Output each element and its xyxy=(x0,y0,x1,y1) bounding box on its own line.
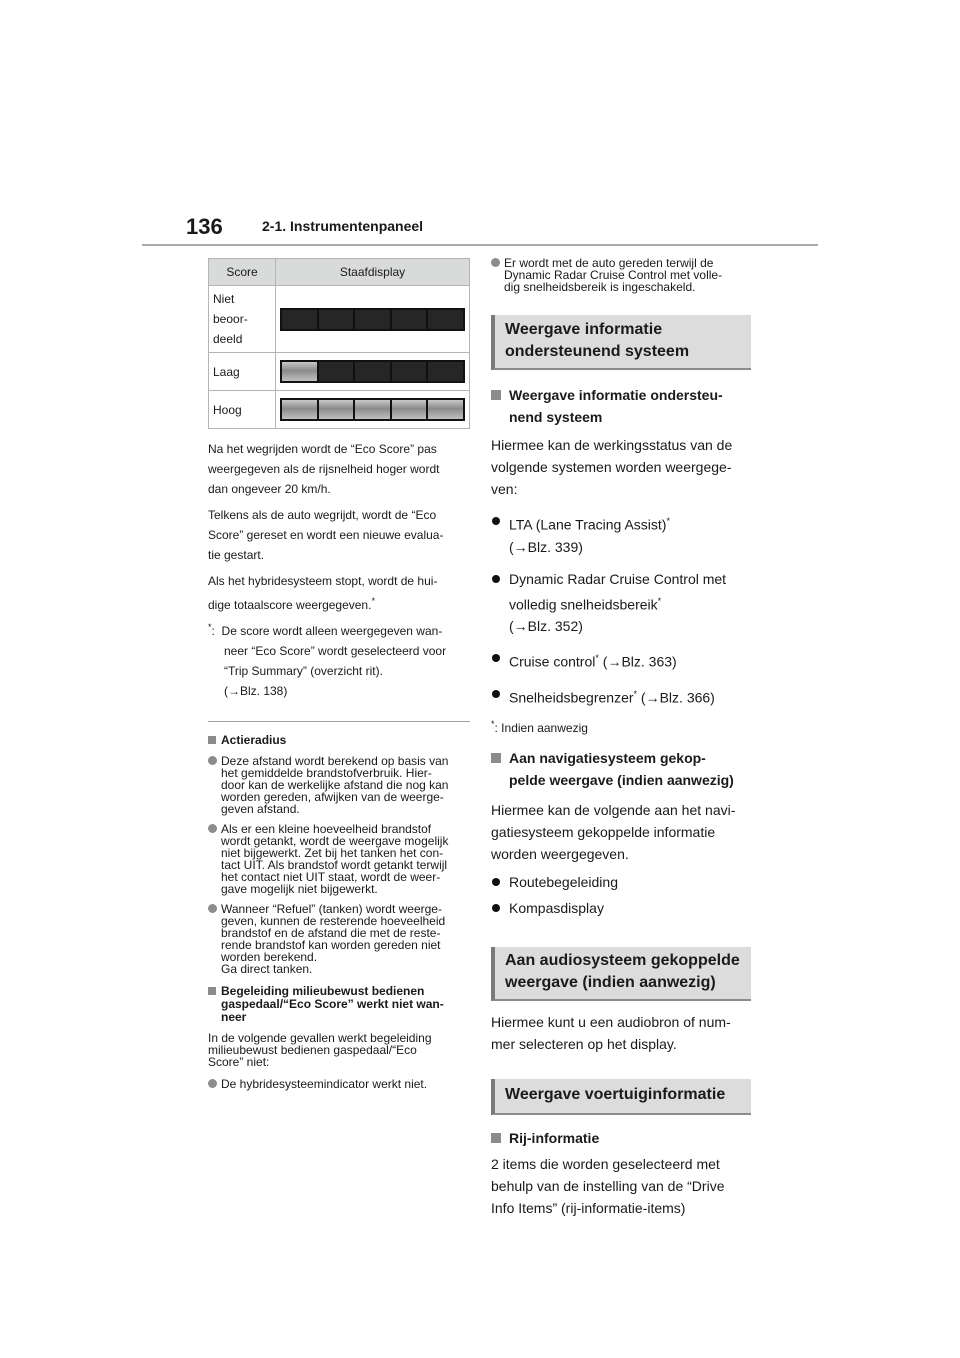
list-item xyxy=(491,257,751,293)
score-label-line: beoor- xyxy=(213,312,248,326)
section-banner-vehicle-info: Weergave voertuiginformatie xyxy=(491,1079,751,1115)
list-item xyxy=(208,755,470,815)
drive-info-paragraph xyxy=(491,1153,751,1219)
heading-actieradius: Actieradius xyxy=(208,734,470,747)
section-banner-audio xyxy=(491,947,751,1001)
heading-navigation-display xyxy=(491,747,751,791)
text-line: Telkens als de auto wegrijdt, wordt de “Eco xyxy=(208,508,437,522)
text-line: het gemiddelde brandstofverbruik. Hier- xyxy=(221,766,432,780)
text-line: worden weergegeven. xyxy=(491,845,629,862)
bar-display-high xyxy=(280,398,465,421)
text-line: weergave (indien aanwezig) xyxy=(505,973,716,991)
text-line: Na het wegrijden wordt de “Eco Score” pas xyxy=(208,442,437,456)
list-item xyxy=(208,823,470,895)
heading-support-info xyxy=(491,384,751,428)
eco-score-paragraph-2 xyxy=(208,505,470,565)
text-line: (→Blz. 138) xyxy=(224,684,288,698)
section-title: 2-1. Instrumentenpaneel xyxy=(262,218,424,234)
text-line: geven, kunnen de resterende hoeveelheid xyxy=(221,914,446,928)
text-line: dig snelheidsbereik is ingeschakeld. xyxy=(504,280,696,294)
text-line: Dynamic Radar Cruise Control met volle- xyxy=(504,268,723,282)
text-line: Hiermee kan de werkingsstatus van de xyxy=(491,437,733,453)
text-line: worden gereden, afwijken van de weerge- xyxy=(221,790,444,804)
text-line: neer “Eco Score” wordt geselecteerd voor xyxy=(224,644,447,658)
text-line: (→Blz. 352) xyxy=(509,618,583,635)
text-line: ven: xyxy=(491,481,518,497)
bar-segment-empty xyxy=(355,310,390,329)
text-line: “Trip Summary” (overzicht rit). xyxy=(224,664,383,678)
text-line: volgende systemen worden weergege- xyxy=(491,459,732,475)
table-row xyxy=(209,391,470,429)
text-line: rende brandstof kan worden gereden niet xyxy=(221,938,441,952)
bar-segment-filled xyxy=(392,400,427,419)
bar-segment-empty xyxy=(282,310,317,329)
text-line: ondersteunend systeem xyxy=(505,343,690,360)
text-line: Weergave informatie ondersteu- xyxy=(509,387,723,403)
text-line: gaspedaal/“Eco Score” werkt niet wan- xyxy=(221,997,444,1011)
divider xyxy=(208,721,470,722)
table-row xyxy=(209,286,470,353)
list-item xyxy=(208,903,470,975)
bar-segment-filled xyxy=(282,362,317,381)
eco-score-paragraph-1 xyxy=(208,439,470,499)
list-item: De hybridesysteemindicator werkt niet. xyxy=(208,1078,470,1090)
header-rule xyxy=(142,244,818,246)
page-number: 136 xyxy=(186,214,223,239)
bar-segment-filled xyxy=(319,400,354,419)
text-line: Score” niet: xyxy=(208,1055,270,1069)
score-label-high: Hoog xyxy=(209,391,276,429)
text-line: Als het hybridesysteem stopt, wordt de hui- xyxy=(208,574,438,588)
text-line: Wanneer “Refuel” (tanken) wordt weerge- xyxy=(221,902,442,916)
text-line: Aan navigatiesysteem gekop- xyxy=(509,749,706,766)
bar-segment-empty xyxy=(319,362,354,381)
bar-segment-empty xyxy=(428,362,463,381)
footnote-mark: * xyxy=(208,622,212,632)
text-line: wordt getankt, wordt de weergave mogelijk xyxy=(221,834,449,848)
section-banner-support-info xyxy=(491,315,751,370)
bar-segment-empty xyxy=(428,310,463,329)
eco-score-paragraph-3 xyxy=(208,571,470,615)
navigation-paragraph xyxy=(491,799,751,865)
text-line: door kan de werkelijke afstand die nog kan xyxy=(221,778,449,792)
bar-display-cell xyxy=(276,391,470,429)
table-row xyxy=(209,353,470,391)
list-item-drcc xyxy=(491,568,751,638)
footnote-mark: * xyxy=(595,653,599,664)
bar-display-cell xyxy=(276,353,470,391)
text-line: milieubewust bedienen gaspedaal/“Eco xyxy=(208,1043,417,1057)
text-line: In de volgende gevallen werkt begeleiding xyxy=(208,1031,432,1045)
table-header-row xyxy=(209,259,470,286)
text-line: Als er een kleine hoeveelheid brandstof xyxy=(221,822,432,836)
column-header-display: Staafdisplay xyxy=(276,259,470,286)
text-line-part: dige totaalscore weergegeven. xyxy=(208,598,372,612)
bar-segment-empty xyxy=(392,362,427,381)
bar-display-low xyxy=(280,360,465,383)
text-line: gatiesysteem gekoppelde informatie xyxy=(491,823,716,840)
text-line: Info Items” (rij-informatie-items) xyxy=(491,1199,686,1216)
bar-segment-empty xyxy=(319,310,354,329)
text-line: (→Blz. 339) xyxy=(509,538,583,555)
text-line: neer xyxy=(221,1010,247,1024)
score-label-not-rated xyxy=(209,286,276,353)
text-line: geven afstand. xyxy=(221,802,300,816)
left-column xyxy=(208,258,470,1090)
text-line xyxy=(208,591,470,615)
text-line: weergegeven als de rijsnelheid hoger wordt xyxy=(208,462,440,476)
audio-paragraph xyxy=(491,1011,751,1055)
footnote-mark: * xyxy=(491,718,495,729)
score-label-low: Laag xyxy=(209,353,276,391)
list-item-lta xyxy=(491,510,751,558)
text-line: niet bijgewerkt. Zet bij het tanken het con- xyxy=(221,846,444,860)
text-line: Hiermee kunt u een audiobron of num- xyxy=(491,1013,731,1030)
heading-drive-info: Rij-informatie xyxy=(491,1127,751,1149)
text-line: Deze afstand wordt berekend op basis van xyxy=(221,754,449,768)
score-label-line: Niet xyxy=(213,292,235,306)
text-line: Aan audiosysteem gekoppelde xyxy=(505,951,740,969)
list-item-route-guidance: Routebegeleiding xyxy=(491,871,751,893)
column-header-score: Score xyxy=(209,259,276,286)
bar-display-not-rated xyxy=(280,308,465,331)
text-line: tact UIT. Als brandstof wordt getankt terwijl xyxy=(221,858,448,872)
right-column xyxy=(491,257,751,1219)
text-line: Cruise control xyxy=(509,653,596,670)
footnote-note: *: De score wordt alleen weergegeven wan- neer “Eco Score” wordt geselecteerd voor “Trip Summary” (overzicht rit). (→Blz. 138) xyxy=(208,622,447,698)
text-line: mer selecteren op het display. xyxy=(491,1035,677,1052)
text-line: worden berekend. xyxy=(221,950,318,964)
bar-segment-empty xyxy=(355,362,390,381)
text-line: pelde weergave (indien aanwezig) xyxy=(509,771,734,788)
text-line: Dynamic Radar Cruise Control met xyxy=(509,570,727,587)
text-line: Ga direct tanken. xyxy=(221,962,313,976)
text-line: tie gestart. xyxy=(208,548,265,562)
text-line: gave mogelijk niet bijgewerkt. xyxy=(221,882,378,896)
text-line: Begeleiding milieubewust bedienen xyxy=(221,984,425,998)
footnote-mark: * xyxy=(657,595,662,606)
bar-segment-filled xyxy=(355,400,390,419)
bar-segment-filled xyxy=(428,400,463,419)
bar-segment-empty xyxy=(392,310,427,329)
footnote-mark: * xyxy=(666,516,670,526)
text-line: volledig snelheidsbereik xyxy=(509,596,658,613)
list-item-compass: Kompasdisplay xyxy=(491,897,751,919)
heading-eco-guidance xyxy=(208,985,470,1024)
text-line: Snelheidsbegrenzer xyxy=(509,689,634,706)
text-line: het contact niet UIT staat, wordt de weer- xyxy=(221,870,441,884)
text-line: De score wordt alleen weergegeven wan- xyxy=(221,624,443,638)
text-line: Er wordt met de auto gereden terwijl de xyxy=(504,256,714,270)
eco-score-table xyxy=(208,258,470,429)
footnote-mark: * xyxy=(633,688,638,699)
list-item-cruise-control xyxy=(491,647,751,673)
support-info-paragraph xyxy=(491,434,751,500)
text-line: 2 items die worden geselecteerd met xyxy=(491,1155,720,1172)
score-label-line: deeld xyxy=(213,332,243,346)
footnote-text: : Indien aanwezig xyxy=(494,720,588,735)
footnote-mark: * xyxy=(371,596,375,606)
list-item-speed-limiter xyxy=(491,683,751,709)
text-line: behulp van de instelling van de “Drive xyxy=(491,1177,725,1194)
text-line: LTA (Lane Tracing Assist) xyxy=(509,516,667,533)
text-line: brandstof en de afstand die met de reste- xyxy=(221,926,441,940)
text-line: Weergave informatie xyxy=(505,321,663,338)
text-line: dan ongeveer 20 km/h. xyxy=(208,482,331,496)
footnote xyxy=(491,717,751,735)
eco-guidance-paragraph xyxy=(208,1032,470,1068)
text-line: (→Blz. 366) xyxy=(637,689,715,706)
text-line: nend systeem xyxy=(509,409,603,425)
text-line: Score” gereset en wordt een nieuwe evalua- xyxy=(208,528,444,542)
bar-display-cell xyxy=(276,286,470,353)
bar-segment-filled xyxy=(282,400,317,419)
text-line: (→Blz. 363) xyxy=(598,653,677,670)
text-line: Hiermee kan de volgende aan het navi- xyxy=(491,801,736,818)
